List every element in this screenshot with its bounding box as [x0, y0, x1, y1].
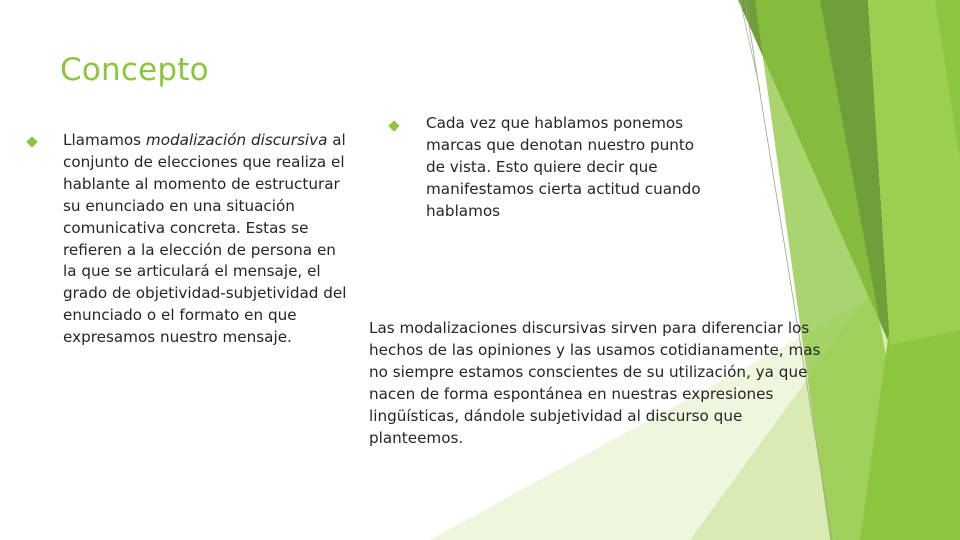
page-title: Concepto	[60, 52, 209, 88]
left-bullet-rest: al conjunto de elecciones que realiza el hablante al momento de estructurar su enunciado en una situación comunicativa concreta. Estas se refieren a la elección de persona en la que se articulará el mensaje, el grado de objetividad-subjetividad del enunciado o el formato en que expresamos nuestro mensaje.	[63, 131, 347, 347]
left-bullet-term: modalización discursiva	[145, 131, 328, 149]
left-bullet-text	[63, 130, 347, 349]
right-bullet-text: Cada vez que hablamos ponemos marcas que denotan nuestro punto de vista. Esto quiere decir que manifestamos cierta actitud cuando hablamos	[426, 114, 701, 220]
bottom-paragraph: Las modalizaciones discursivas sirven para diferenciar los hechos de las opiniones y las usamos cotidianamente, mas no siempre estamos conscientes de su utilización, ya que nacen de forma espontánea en nuestras expresiones lingüísticas, dándole subjetividad al discurso que planteemos.	[369, 319, 821, 447]
left-bullet-lead: Llamamos	[63, 131, 146, 149]
